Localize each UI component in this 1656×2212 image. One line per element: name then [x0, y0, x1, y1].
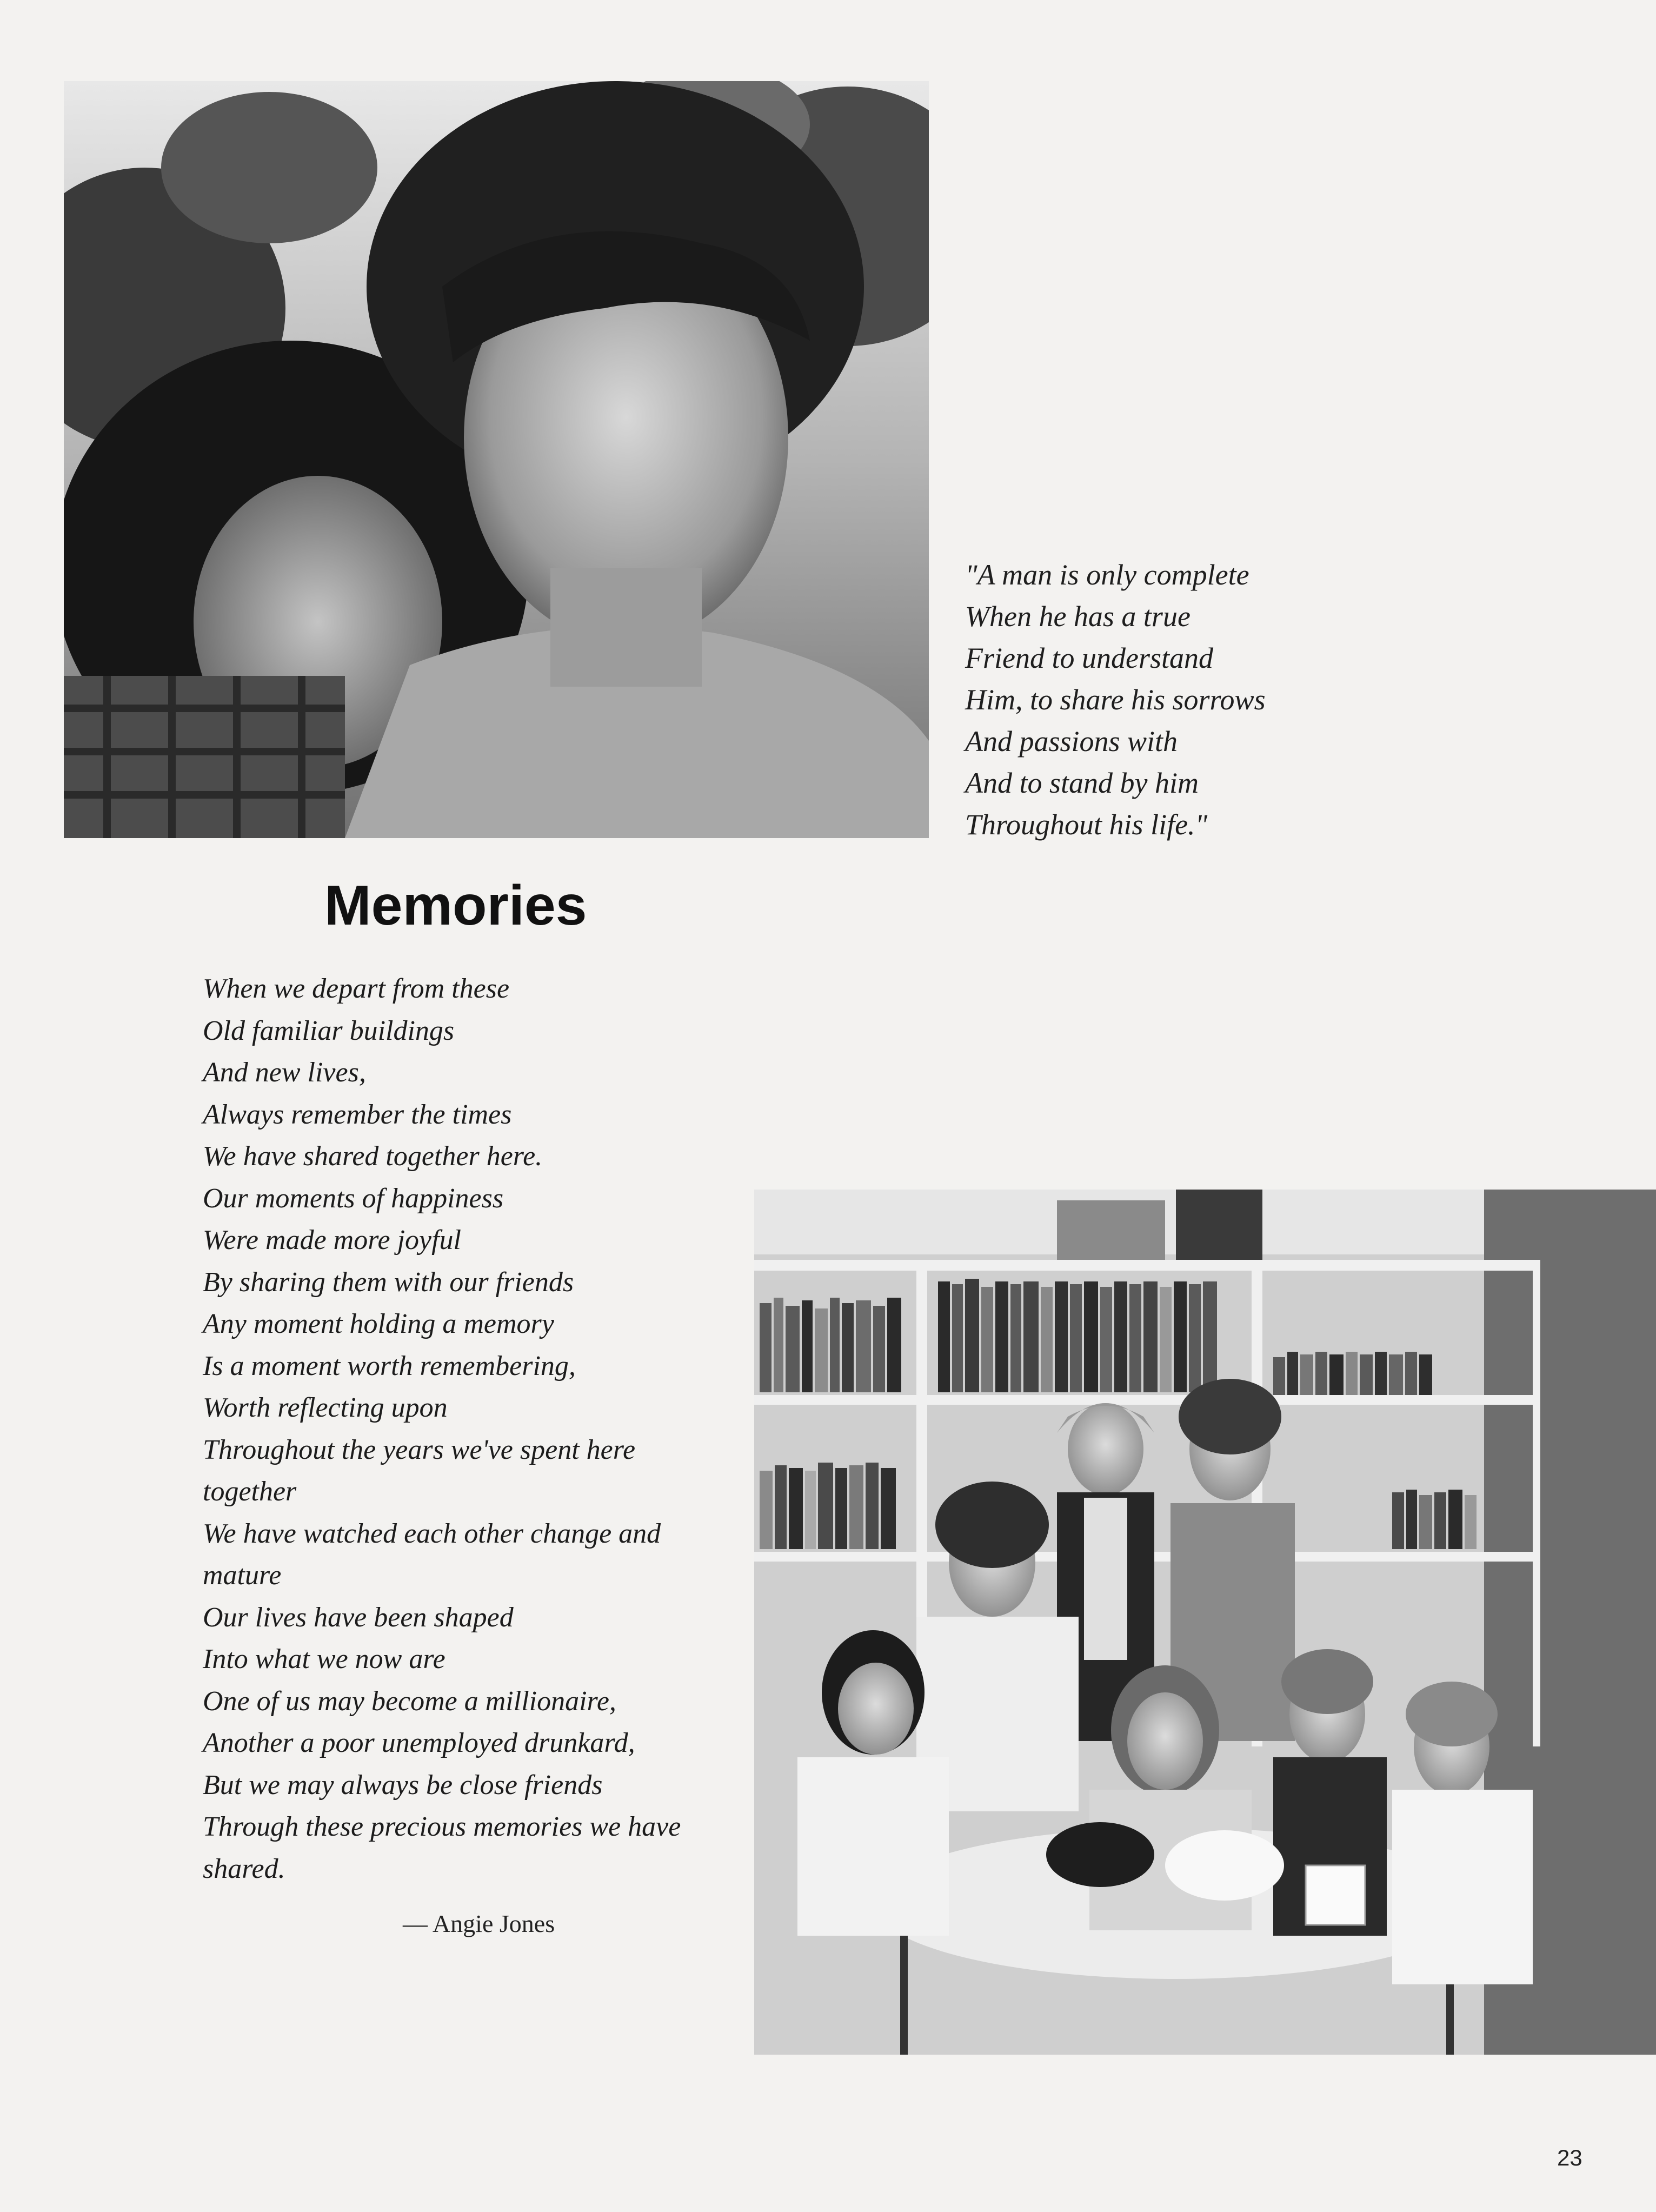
quote-line: When he has a true [965, 600, 1191, 633]
poem-line: Our moments of happiness [203, 1183, 504, 1214]
poem-line: Worth reflecting upon [203, 1392, 448, 1423]
poem-line: Any moment holding a memory [203, 1308, 554, 1339]
poem-line: By sharing them with our friends [203, 1266, 574, 1298]
poem-line: together [203, 1476, 297, 1507]
quote-line: Throughout his life." [965, 808, 1208, 841]
poem-line: When we depart from these [203, 973, 510, 1004]
friendship-quote [965, 554, 1354, 846]
poem-line: We have watched each other change and [203, 1518, 661, 1549]
poem-line: Old familiar buildings [203, 1015, 455, 1046]
quote-line: "A man is only complete [965, 559, 1249, 591]
quote-line: And passions with [965, 725, 1178, 758]
poem-line: shared. [203, 1853, 285, 1884]
poem-line: Throughout the years we've spent here [203, 1434, 636, 1465]
poem-line: Into what we now are [203, 1644, 445, 1675]
couple-photo-image [64, 81, 929, 838]
library-group-photo [754, 1190, 1656, 2055]
poem-author: — Angie Jones [403, 1910, 555, 1937]
quote-line: Him, to share his sorrows [965, 683, 1266, 716]
library-group-photo-image [754, 1190, 1656, 2055]
poem-line: Always remember the times [203, 1099, 512, 1130]
poem-line: But we may always be close friends [203, 1769, 603, 1801]
poem-line: mature [203, 1560, 282, 1591]
poem-line: Is a moment worth remembering, [203, 1350, 576, 1381]
poem-line: Through these precious memories we have [203, 1811, 681, 1842]
poem-line: Another a poor unemployed drunkard, [203, 1728, 635, 1758]
poem-line: One of us may become a millionaire, [203, 1685, 616, 1717]
couple-photo [64, 81, 929, 838]
poem-line: We have shared together here. [203, 1141, 543, 1172]
quote-line: And to stand by him [965, 767, 1199, 799]
poem-line: Our lives have been shaped [203, 1602, 514, 1633]
poem-line: And new lives, [203, 1057, 366, 1088]
page-title: Memories [324, 874, 587, 937]
poem-line: Were made more joyful [203, 1225, 462, 1256]
memories-poem [203, 968, 743, 1890]
quote-line: Friend to understand [965, 642, 1213, 674]
page-number: 23 [1557, 2145, 1582, 2170]
